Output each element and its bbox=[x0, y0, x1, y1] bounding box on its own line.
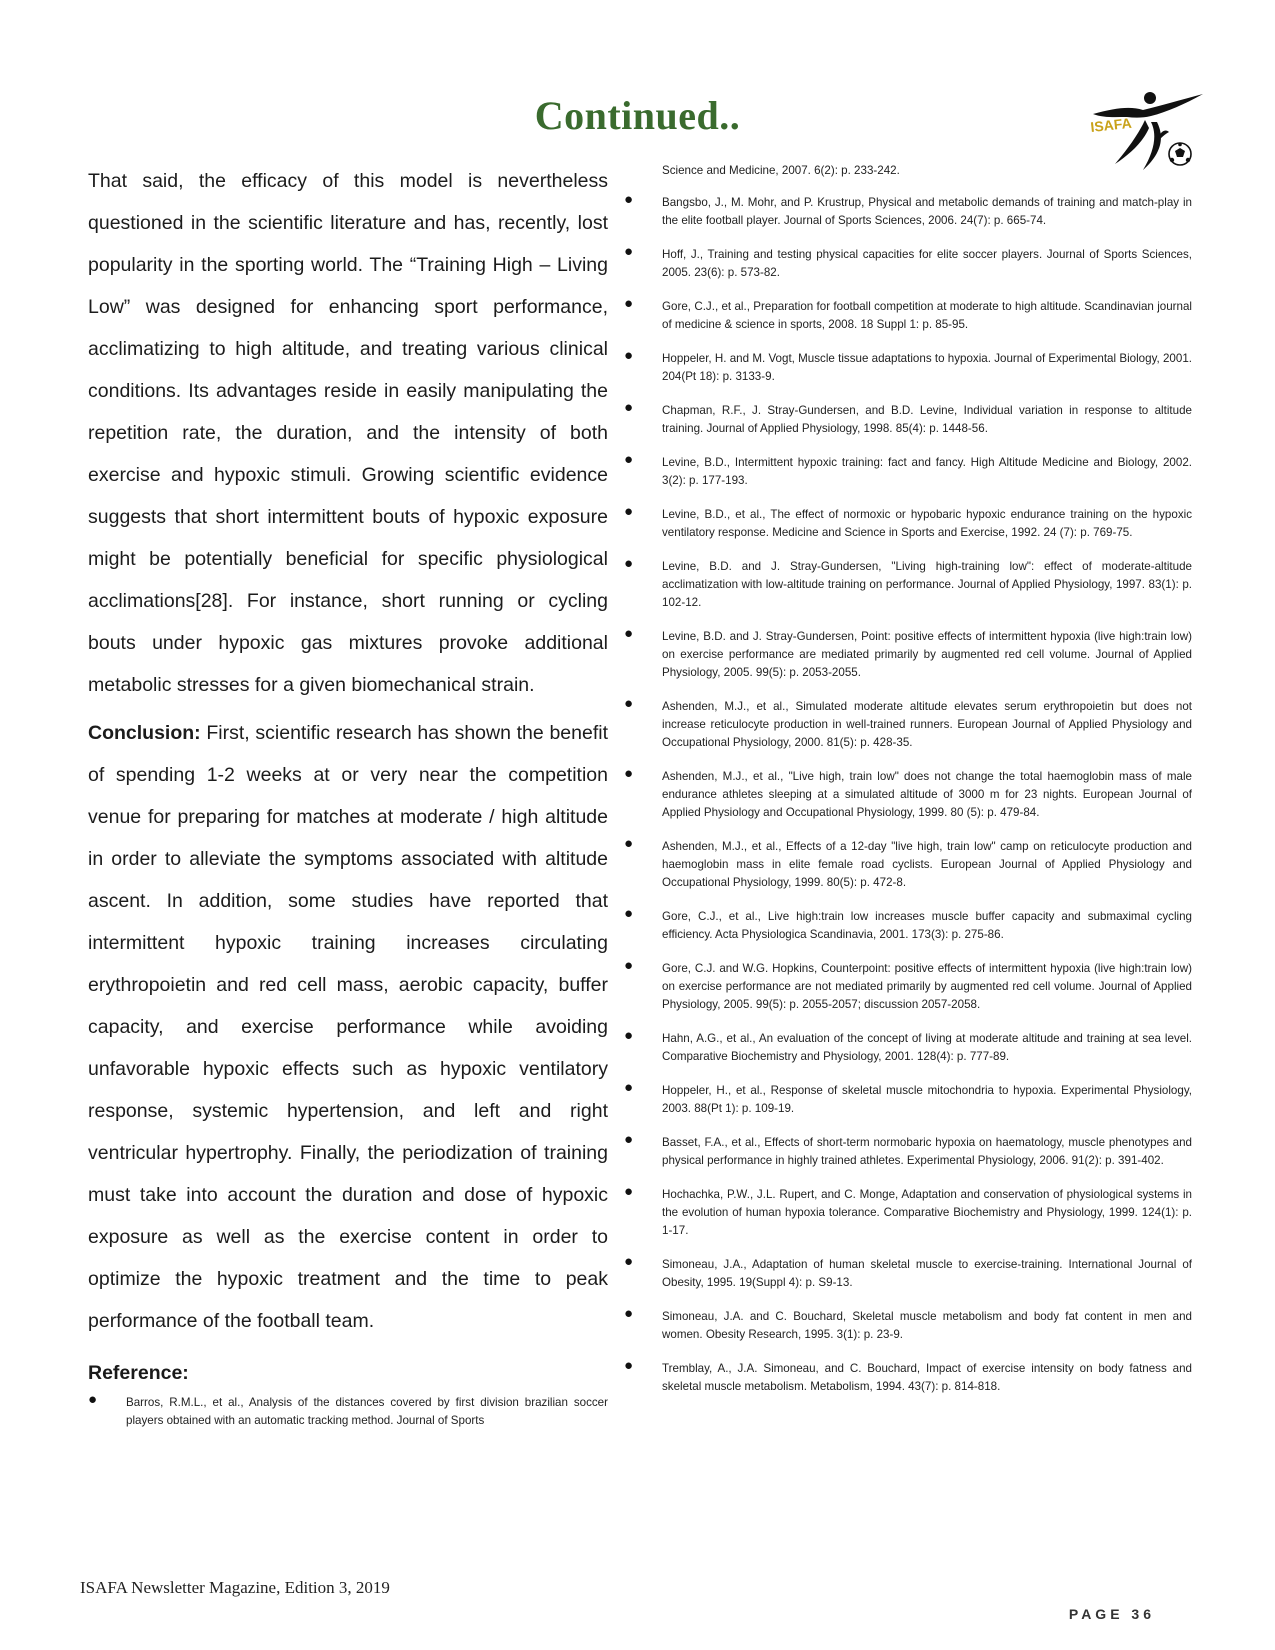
reference-item: ● Levine, B.D. and J. Stray-Gundersen, "Living high-training low": effect of moderate-altitude acclimatization with low-altitude training on performance. Journal of Applied Physiology, 1997. 83(1): p. 102-12. bbox=[624, 554, 1192, 609]
reference-item: ● Barros, R.M.L., et al., Analysis of the distances covered by first division brazilian soccer players obtained with an automatic tracking method. Journal of Sports bbox=[88, 1391, 608, 1428]
page-number: PAGE 36 bbox=[1068, 1606, 1155, 1622]
bullet-icon: ● bbox=[624, 834, 634, 852]
bullet-icon: ● bbox=[624, 191, 634, 209]
footer-publication: ISAFA Newsletter Magazine, Edition 3, 2019 bbox=[80, 1578, 390, 1597]
bullet-icon: ● bbox=[624, 1182, 634, 1200]
conclusion-paragraph bbox=[88, 712, 608, 1342]
bullet-icon: ● bbox=[624, 502, 634, 520]
left-column bbox=[88, 160, 608, 1430]
logo-text: ISAFA bbox=[1089, 114, 1133, 135]
bullet-icon: ● bbox=[624, 957, 634, 974]
reference-item: ● Tremblay, A., J.A. Simoneau, and C. Bouchard, Impact of exercise intensity on body fatness and skeletal muscle metabolism. Metabolism, 1994. 43(7): p. 814-818. bbox=[624, 1356, 1192, 1393]
bullet-icon: ● bbox=[624, 1027, 634, 1045]
bullet-icon: ● bbox=[624, 764, 634, 782]
reference-heading: Reference: bbox=[88, 1362, 189, 1384]
reference-item: ● Simoneau, J.A. and C. Bouchard, Skeletal muscle metabolism and body fat content in men and women. Obesity Research, 1995. 3(1): p. 23-9. bbox=[624, 1304, 1192, 1342]
right-column bbox=[624, 162, 1192, 1412]
reference-item: ● Hoppeler, H. and M. Vogt, Muscle tissue adaptations to hypoxia. Journal of Experimental Biology, 2001. 204(Pt 18): p. 3133-9. bbox=[624, 346, 1192, 384]
bullet-icon: ● bbox=[88, 1391, 98, 1408]
page-title: Continued.. bbox=[534, 93, 741, 138]
reference-item: ● Ashenden, M.J., et al., Simulated moderate altitude elevates serum erythropoietin but does not increase reticulocyte production in well-trained runners. European Journal of Applied Physiology and Occupational Physiology, 2000. 81(5): p. 428-35. bbox=[624, 694, 1192, 750]
bullet-icon: ● bbox=[624, 624, 634, 642]
reference-item: ● Hoppeler, H., et al., Response of skeletal muscle mitochondria to hypoxia. Experimental Physiology, 2003. 88(Pt 1): p. 109-19. bbox=[624, 1079, 1192, 1116]
reference-item: ● Levine, B.D., Intermittent hypoxic training: fact and fancy. High Altitude Medicine and Biology, 2002. 3(2): p. 177-193. bbox=[624, 450, 1192, 487]
reference-list-left bbox=[88, 1391, 608, 1430]
bullet-icon: ● bbox=[624, 694, 634, 712]
conclusion-text: First, scientific research has shown the benefit of spending 1-2 weeks at or very near the competition venue for preparing for matches at moderate / high altitude in order to alleviate the symptoms associated with altitude ascent. In addition, some studies have reported that intermittent hypoxic training increases circulating erythropoietin and red cell mass, aerobic capacity, buffer capacity, and exercise performance while avoiding unfavorable hypoxic effects such as hypoxic ventilatory response, systemic hypertension, and left and right ventricular hypertrophy. Finally, the periodization of training must take into account the duration and dose of hypoxic exposure as well as the exercise content in order to optimize the hypoxic treatment and the time to peak performance of the football team. bbox=[88, 722, 608, 1332]
reference-item: ● Ashenden, M.J., et al., "Live high, train low" does not change the total haemoglobin mass of male endurance athletes sleeping at a simulated altitude of 3000 m for 23 nights. European Journal of Applied Physiology and Occupational Physiology, 1999. 80 (5): p. 479-84. bbox=[624, 764, 1192, 820]
bullet-icon: ● bbox=[624, 450, 634, 468]
reference-item: ● Ashenden, M.J., et al., Effects of a 12-day "live high, train low" camp on reticulocyte production and haemoglobin mass in elite female road cyclists. European Journal of Applied Physiology and Occupational Physiology, 1999. 80(5): p. 472-8. bbox=[624, 834, 1192, 890]
conclusion-label: Conclusion: bbox=[88, 722, 201, 744]
reference-item: ● Hochachka, P.W., J.L. Rupert, and C. Monge, Adaptation and conservation of physiological systems in the evolution of human hypoxia tolerance. Comparative Biochemistry and Physiology, 1999. 124(1): p. 1-17. bbox=[624, 1182, 1192, 1238]
bullet-icon: ● bbox=[624, 905, 634, 923]
reference-list-right bbox=[624, 191, 1192, 1396]
reference-item: ● Gore, C.J., et al., Live high:train low increases muscle buffer capacity and submaximal cycling efficiency. Acta Physiologica Scandinavia, 2001. 173(3): p. 275-86. bbox=[624, 905, 1192, 942]
bullet-icon: ● bbox=[624, 1356, 634, 1374]
bullet-icon: ● bbox=[624, 295, 634, 313]
bullet-icon: ● bbox=[624, 1079, 634, 1097]
body-paragraph: That said, the efficacy of this model is nevertheless questioned in the scientific literature and has, recently, lost popularity in the sporting world. The “Training High – Living Low” was designed for enhancing sport performance, acclimatizing to high altitude, and treating various clinical conditions. Its advantages reside in easily manipulating the repetition rate, the duration, and the intensity of both exercise and hypoxic stimuli. Growing scientific evidence suggests that short intermittent bouts of hypoxic exposure might be potentially beneficial for specific physiological acclimations[28]. For instance, short running or cycling bouts under hypoxic gas mixtures provoke additional metabolic stresses for a given biomechanical strain. bbox=[88, 170, 608, 696]
reference-item: ● Bangsbo, J., M. Mohr, and P. Krustrup, Physical and metabolic demands of training and match-play in the elite football player. Journal of Sports Sciences, 2006. 24(7): p. 665-74. bbox=[624, 191, 1192, 228]
reference-continuation: Science and Medicine, 2007. 6(2): p. 233-242. bbox=[662, 164, 900, 177]
reference-item: ● Gore, C.J., et al., Preparation for football competition at moderate to high altitude. Scandinavian journal of medicine & science in sports, 2008. 18 Suppl 1: p. 85-95. bbox=[624, 295, 1192, 332]
bullet-icon: ● bbox=[624, 1252, 634, 1270]
bullet-icon: ● bbox=[624, 398, 634, 416]
reference-item: ● Simoneau, J.A., Adaptation of human skeletal muscle to exercise-training. International Journal of Obesity, 1995. 19(Suppl 4): p. S9-13. bbox=[624, 1252, 1192, 1290]
bullet-icon: ● bbox=[624, 346, 634, 364]
reference-item: ● Basset, F.A., et al., Effects of short-term normobaric hypoxia on haematology, muscle phenotypes and physical performance in highly trained athletes. Experimental Physiology, 2006. 91(2): p. 391-402. bbox=[624, 1130, 1192, 1168]
reference-item: ● Levine, B.D., et al., The effect of normoxic or hypobaric hypoxic endurance training on the hypoxic ventilatory response. Medicine and Science in Sports and Exercise, 1992. 24 (7): p. 769-75. bbox=[624, 502, 1192, 539]
bullet-icon: ● bbox=[624, 1130, 634, 1148]
reference-item: ● Hahn, A.G., et al., An evaluation of the concept of living at moderate altitude and training at sea level. Comparative Biochemistry and Physiology, 2001. 128(4): p. 777-89. bbox=[624, 1027, 1192, 1064]
reference-item: ● Levine, B.D. and J. Stray-Gundersen, Point: positive effects of intermittent hypoxia (live high:train low) on exercise performance are mediated primarily by augmented red cell volume. Journal of Applied Physiology, 2005. 99(5): p. 2053-2055. bbox=[624, 624, 1192, 680]
bullet-icon: ● bbox=[624, 243, 634, 261]
reference-item: ● Gore, C.J. and W.G. Hopkins, Counterpoint: positive effects of intermittent hypoxia (live high:train low) on exercise performance are not mediated primarily by augmented red cell volume. Journal of Applied Physiology, 2005. 99(5): p. 2055-2057; discussion 2057-2058. bbox=[624, 957, 1192, 1012]
bullet-icon: ● bbox=[624, 1304, 634, 1322]
bullet-icon: ● bbox=[624, 554, 634, 572]
reference-item: ● Hoff, J., Training and testing physical capacities for elite soccer players. Journal of Sports Sciences, 2005. 23(6): p. 573-82. bbox=[624, 243, 1192, 280]
reference-item: ● Chapman, R.F., J. Stray-Gundersen, and B.D. Levine, Individual variation in response to altitude training. Journal of Applied Physiology, 1998. 85(4): p. 1448-56. bbox=[624, 398, 1192, 436]
